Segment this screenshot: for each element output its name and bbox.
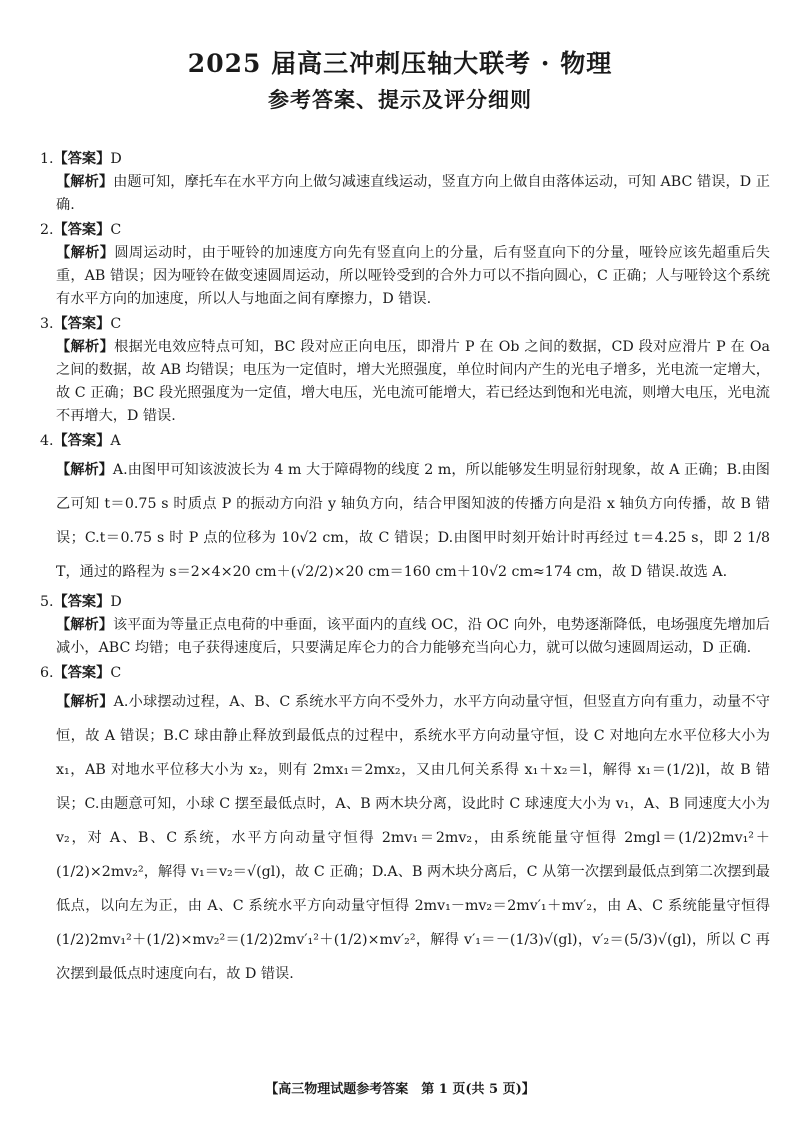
question-number: 1. — [40, 151, 54, 167]
answer-tag: 【答案】 — [53, 594, 111, 610]
analysis-text: 由题可知，摩托车在水平方向上做匀减速直线运动，竖直方向上做自由落体运动，可知 ABC 错误，D 正确. — [56, 174, 770, 213]
answer-value: C — [110, 316, 122, 332]
page-title: 2025 届高三冲刺压轴大联考 · 物理 — [187, 49, 613, 78]
answer-tag: 【答案】 — [53, 433, 111, 449]
question-3 — [40, 313, 770, 428]
question-1 — [40, 148, 770, 217]
analysis-tag: 【解析】 — [56, 462, 113, 478]
answer-value: D — [110, 151, 122, 167]
analysis-paragraph — [40, 336, 770, 428]
answer-line — [40, 148, 770, 171]
analysis-paragraph — [40, 242, 770, 311]
analysis-text: A.由图甲可知该波波长为 4 m 大于障碍物的线度 2 m，所以能够发生明显衍射现象，故 A 正确；B.由图乙可知 t＝0.75 s 时质点 P 的振动方向沿 y 轴负方向，结合甲图知波的传播方向是沿 x 轴负方向传播，故 B 错误；C.t＝0.75 s 时 P 点的位移为 10√2 cm，故 C 错误；D.由图甲时刻开始计时再经过 t＝4.25 s，即 2 1/8 T，通过的路程为 s＝2×4×20 cm＋(√2/2)×20 cm＝160 cm＋10√2 cm≈174 cm，故 D 错误.故选 A. — [56, 462, 770, 580]
analysis-tag: 【解析】 — [56, 339, 115, 355]
analysis-paragraph — [40, 453, 770, 589]
analysis-paragraph — [40, 685, 770, 991]
page-subtitle: 参考答案、提示及评分细则 — [268, 87, 532, 112]
answer-value: D — [110, 594, 122, 610]
question-number: 3. — [40, 316, 54, 332]
answer-line — [40, 219, 770, 242]
question-2 — [40, 219, 770, 311]
question-4 — [40, 430, 770, 589]
answer-line — [40, 430, 770, 453]
question-6 — [40, 662, 770, 991]
answer-tag: 【答案】 — [53, 316, 111, 332]
answer-value: C — [110, 222, 122, 238]
question-number: 4. — [40, 433, 54, 449]
question-number: 6. — [40, 665, 54, 681]
answer-tag: 【答案】 — [53, 222, 111, 238]
answer-line — [40, 313, 770, 336]
analysis-text: A.小球摆动过程，A、B、C 系统水平方向不受外力，水平方向动量守恒，但竖直方向有重力，动量不守恒，故 A 错误；B.C 球由静止释放到最低点的过程中，系统水平方向动量守恒，设 C 对地向左水平位移大小为 x₁，AB 对地水平位移大小为 x₂，则有 2mx₁＝2mx₂，又由几何关系得 x₁＋x₂＝l，解得 x₁＝(1/2)l，故 B 错误；C.由题意可知，小球 C 摆至最低点时，A、B 两木块分离，设此时 C 球速度大小为 v₁，A、B 同速度大小为 v₂，对 A、B、C 系统，水平方向动量守恒得 2mv₁＝2mv₂，由系统能量守恒得 2mgl＝(1/2)2mv₁²＋(1/2)×2mv₂²，解得 v₁＝v₂＝√(gl)，故 C 正确；D.A、B 两木块分离后，C 从第一次摆到最低点到第二次摆到最低点，以向左为正，由 A、C 系统水平方向动量守恒得 2mv₁－mv₂＝2mv′₁＋mv′₂，由 A、C 系统能量守恒得 (1/2)2mv₁²＋(1/2)×mv₂²＝(1/2)2mv′₁²＋(1/2)×mv′₂²，解得 v′₁＝－(1/3)√(gl)，v′₂＝(5/3)√(gl)，所以 C 再次摆到最低点时速度向右，故 D 错误. — [56, 694, 770, 982]
analysis-text: 该平面为等量正点电荷的中垂面，该平面内的直线 OC，沿 OC 向外，电势逐渐降低，电场强度先增加后减小，ABC 均错；电子获得速度后，只要满足库仑力的合力能够充当向心力，就可以做匀速圆周运动，D 正确. — [56, 617, 770, 656]
answer-line — [40, 662, 770, 685]
analysis-text: 圆周运动时，由于哑铃的加速度方向先有竖直向上的分量，后有竖直向下的分量，哑铃应该先超重后失重，AB 错误；因为哑铃在做变速圆周运动，所以哑铃受到的合外力可以不指向圆心，C 正确；人与哑铃这个系统有水平方向的加速度，所以人与地面之间有摩擦力，D 错误. — [56, 245, 770, 307]
analysis-tag: 【解析】 — [56, 694, 114, 710]
analysis-text: 根据光电效应特点可知，BC 段对应正向电压，即滑片 P 在 Ob 之间的数据，CD 段对应滑片 P 在 Oa 之间的数据，故 AB 均错误；电压为一定值时，增大光照强度，单位时间内产生的光电子增多，光电流一定增大，故 C 正确；BC 段光照强度为一定值，增大电压，光电流可能增大，若已经达到饱和光电流，则增大电压，光电流不再增大，D 错误. — [56, 339, 770, 424]
answer-value: A — [110, 433, 121, 449]
answers-content — [40, 148, 770, 991]
analysis-paragraph — [40, 614, 770, 660]
question-number: 2. — [40, 222, 54, 238]
answer-tag: 【答案】 — [53, 665, 111, 681]
analysis-tag: 【解析】 — [56, 245, 115, 261]
page-footer: 【高三物理试题参考答案 第 1 页(共 5 页)】 — [265, 1082, 535, 1097]
analysis-tag: 【解析】 — [56, 174, 114, 190]
answer-value: C — [110, 665, 122, 681]
question-number: 5. — [40, 594, 54, 610]
analysis-tag: 【解析】 — [56, 617, 113, 633]
question-5 — [40, 591, 770, 660]
answer-tag: 【答案】 — [53, 151, 111, 167]
answer-line — [40, 591, 770, 614]
analysis-paragraph — [40, 171, 770, 217]
